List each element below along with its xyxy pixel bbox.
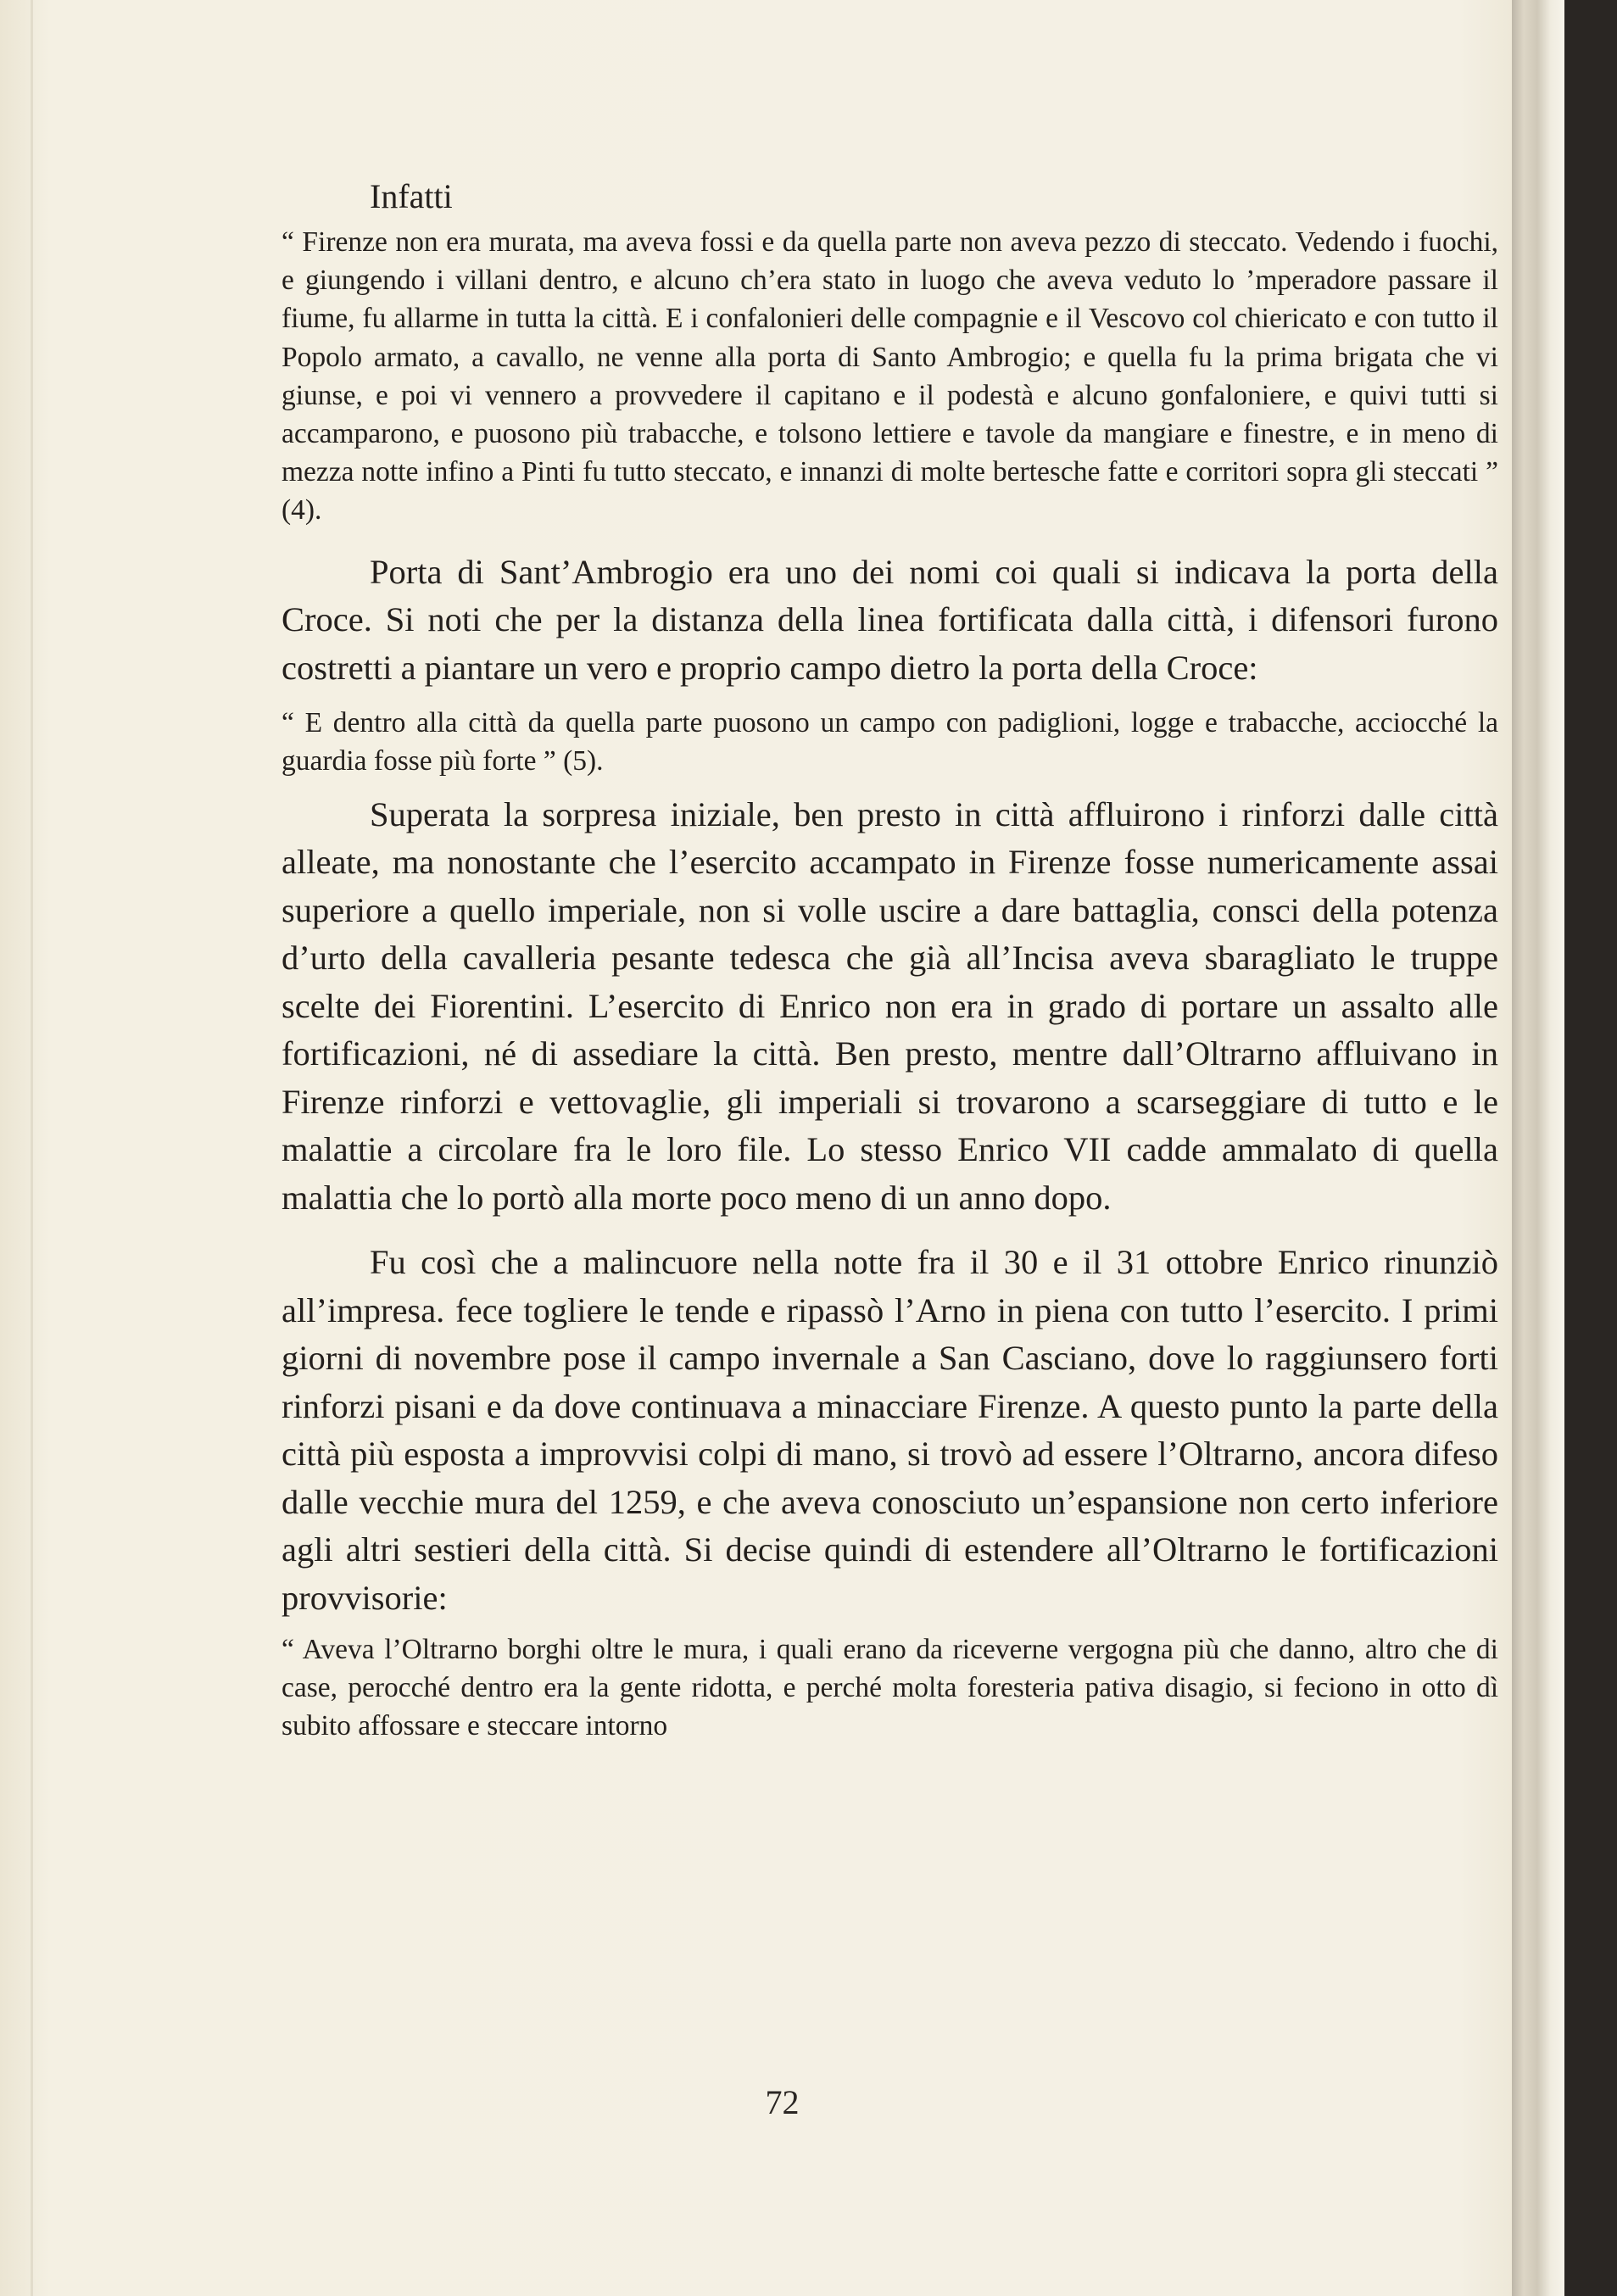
paragraph-porta-sant-ambrogio: Porta di Sant’Ambrogio era uno dei nomi coi quali si indicava la porta della Croce. Si noti che per la distanza della linea fortificata dalla città, i difensori furono costretti a piantare un vero e proprio campo dietro la porta della Croce:	[282, 552, 1498, 687]
quote-villani-chronicle-1: “ Firenze non era murata, ma aveva fossi e da quella parte non aveva pezzo di steccato. Vedendo i fuochi, e giungendo i villani dentro, e alcuno ch’era stato in luogo che aveva veduto lo ’mperadore passare il fiume, fu allarme in tutta la città. E i confalonieri delle compagnie e il Vescovo col chiericato e con tutto il Popolo armato, a cavallo, ne venne alla porta di Santo Ambrogio; e quella fu la prima brigata che vi giunse, e poi vi vennero a provvedere il capitano e il podestà e alcuno gonfaloniere, e quivi tutti si accamparono, e puosono più trabacche, e tolsono lettiere e tavole da mangiare e finestre, e in meno di mezza notte infino a Pinti fu tutto steccato, e innanzi di molte bertesche fatte e corritori sopra gli steccati ” (4).	[282, 226, 1498, 527]
section-heading: Infatti	[370, 177, 453, 215]
page-text-block	[282, 174, 1498, 1746]
page-crease	[31, 0, 33, 2296]
paragraph-malincuore: Fu così che a malincuore nella notte fra il 30 e il 31 ottobre Enrico rinunziò all’impresa. fece togliere le tende e ripassò l’Arno in piena con tutto l’esercito. I primi giorni di novembre pose il campo invernale a San Casciano, dove lo raggiunsero forti rinforzi pisani e da dove continuava a minacciare Firenze. A questo punto la parte della città più esposta a improvvisi colpi di mano, si trovò ad essere l’Oltrarno, ancora difeso dalle vecchie mura del 1259, e che aveva conosciuto un’espansione non certo inferiore agli altri sestieri della città. Si decise quindi di estendere all’Oltrarno le fortificazioni provvisorie:	[282, 1243, 1498, 1617]
quote-villani-chronicle-3: “ Aveva l’Oltrarno borghi oltre le mura, i quali erano da riceverne vergogna più che danno, altro che di case, perocché dentro era la gente ridotta, e perché molta foresteria pativa disagio, si feciono in otto dì subito affossare e steccare intorno	[282, 1634, 1498, 1742]
paragraph-sorpresa-iniziale: Superata la sorpresa iniziale, ben presto in città affluirono i rinforzi dalle città alleate, ma nonostante che l’esercito accampato in Firenze fosse numericamente assai superiore a quello imperiale, non si volle uscire a dare battaglia, consci della potenza d’urto della cavalleria pesante tedesca che già all’Incisa aveva sbaragliato le truppe scelte dei Fiorentini. L’esercito di Enrico non era in grado di portare un assalto alle fortificazioni, né di assediare la città. Ben presto, mentre dall’Oltrarno affluivano in Firenze rinforzi e vettovaglie, gli imperiali si trovarono a scarseggiare di tutto e le malattie a circolare fra le loro file. Lo stesso Enrico VII cadde ammalato di quella malattia che lo portò alla morte poco meno di un anno dopo.	[282, 794, 1498, 1217]
page-number: 72	[765, 2083, 800, 2121]
quote-villani-chronicle-2: “ E dentro alla città da quella parte puosono un campo con padiglioni, logge e trabacche, acciocché la guardia fosse più forte ” (5).	[282, 707, 1498, 777]
page-edge	[1512, 0, 1564, 2296]
